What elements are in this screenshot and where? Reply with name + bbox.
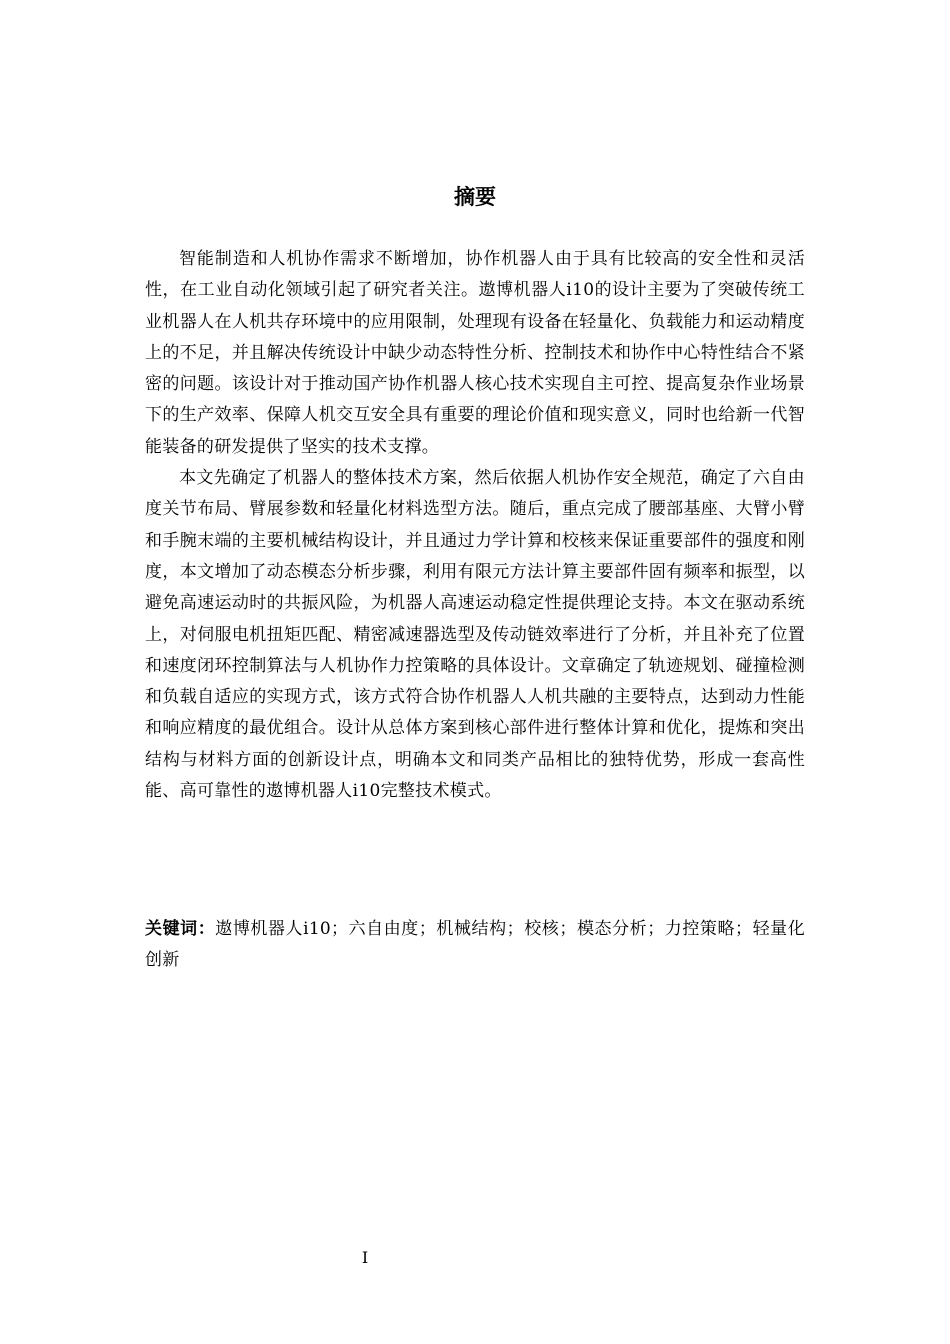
keywords-text: 遨博机器人i10；六自由度；机械结构；校核；模态分析；力控策略；轻量化创新	[145, 919, 805, 971]
keywords-label: 关键词：	[145, 919, 216, 939]
abstract-paragraph-2: 本文先确定了机器人的整体技术方案，然后依据人机协作安全规范，确定了六自由度关节布局、臂展参数和轻量化材料选型方法。随后，重点完成了腰部基座、大臂小臂和手腕末端的主要机械结构设计，并且通过力学计算和校核来保证重要部件的强度和刚度，本文增加了动态模态分析步骤，利用有限元方法计算主要部件固有频率和振型，以避免高速运动时的共振风险，为机器人高速运动稳定性提供理论支持。本文在驱动系统上，对伺服电机扭矩匹配、精密减速器选型及传动链效率进行了分析，并且补充了位置和速度闭环控制算法与人机协作力控策略的具体设计。文章确定了轨迹规划、碰撞检测和负载自适应的实现方式，该方式符合协作机器人人机共融的主要特点，达到动力性能和响应精度的最优组合。设计从总体方案到核心部件进行整体计算和优化，提炼和突出结构与材料方面的创新设计点，明确本文和同类产品相比的独特优势，形成一套高性能、高可靠性的遨博机器人i10完整技术模式。	[145, 468, 805, 802]
keywords-line	[145, 914, 805, 977]
abstract-title: 摘要	[454, 185, 496, 209]
abstract-paragraph-1: 智能制造和人机协作需求不断增加，协作机器人由于具有比较高的安全性和灵活性，在工业自动化领域引起了研究者关注。遨博机器人i10的设计主要为了突破传统工业机器人在人机共存环境中的应用限制，处理现有设备在轻量化、负载能力和运动精度上的不足，并且解决传统设计中缺少动态特性分析、控制技术和协作中心特性结合不紧密的问题。该设计对于推动国产协作机器人核心技术实现自主可控、提高复杂作业场景下的生产效率、保障人机交互安全具有重要的理论价值和现实意义，同时也给新一代智能装备的研发提供了坚实的技术支撑。	[145, 249, 805, 457]
page-number: I	[361, 1248, 369, 1267]
abstract-body	[145, 244, 805, 807]
